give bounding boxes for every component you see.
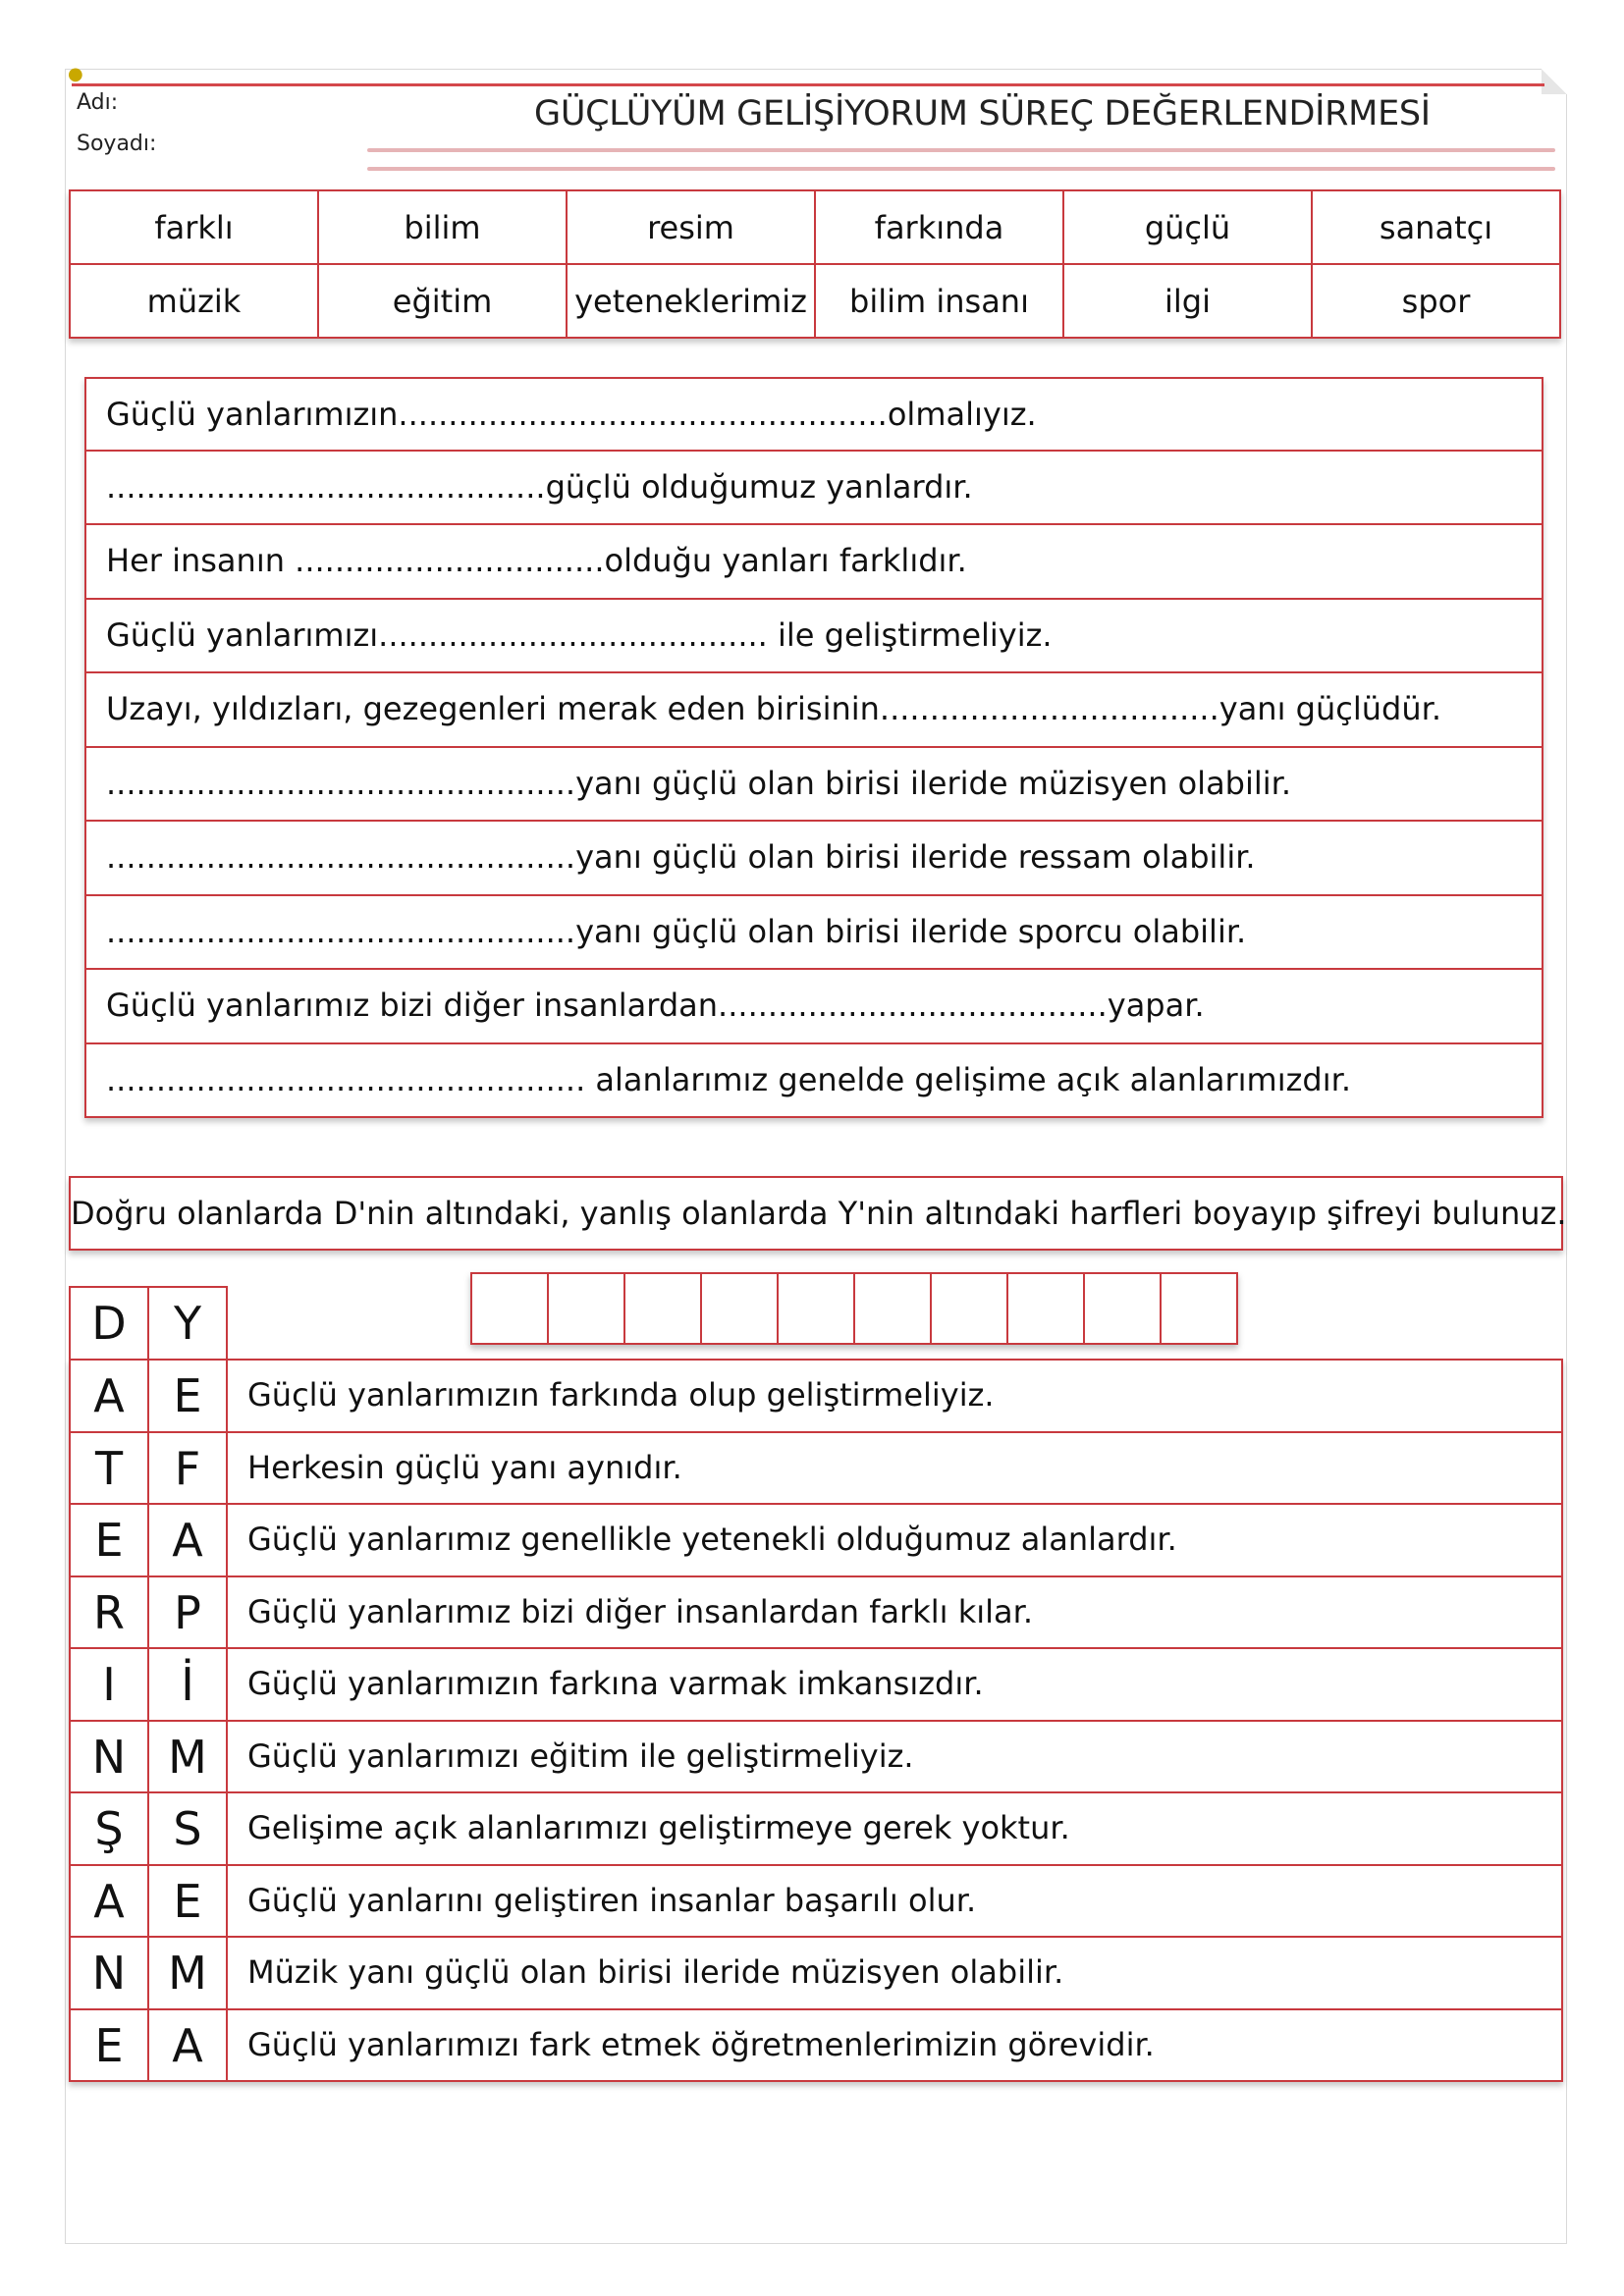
true-false-row — [69, 2008, 1563, 2083]
statement-text: Güçlü yanlarımız genellikle yetenekli olduğumuz alanlardır. — [226, 1503, 1563, 1577]
word-bank-row — [70, 190, 1560, 264]
true-letter[interactable]: T — [69, 1431, 149, 1506]
fill-in-sentence[interactable]: Güçlü yanlarımız bizi diğer insanlardan.......................................yapar. — [84, 970, 1543, 1044]
false-letter[interactable]: E — [147, 1864, 228, 1939]
statement-text: Gelişime açık alanlarımızı geliştirmeye gerek yoktur. — [226, 1791, 1563, 1866]
true-false-row — [69, 1575, 1563, 1650]
statement-text: Güçlü yanlarını geliştiren insanlar başarılı olur. — [226, 1864, 1563, 1939]
word-bank-cell: bilim insanı — [815, 264, 1063, 338]
true-false-row — [69, 1936, 1563, 2010]
statement-text: Herkesin güçlü yanı aynıdır. — [226, 1431, 1563, 1506]
top-rule — [72, 83, 1544, 86]
cipher-box[interactable] — [777, 1272, 855, 1345]
word-bank-cell: bilim — [318, 190, 567, 264]
fill-in-section — [84, 377, 1543, 1118]
title-underline — [367, 148, 1555, 152]
true-letter[interactable]: A — [69, 1864, 149, 1939]
word-bank-cell: sanatçı — [1312, 190, 1560, 264]
true-false-row — [69, 1431, 1563, 1506]
true-column-header: D — [69, 1286, 149, 1361]
statement-text: Müzik yanı güçlü olan birisi ileride müzisyen olabilir. — [226, 1936, 1563, 2010]
fill-in-sentence[interactable]: Güçlü yanlarımızı....................................... ile geliştirmeliyiz. — [84, 600, 1543, 674]
word-bank-cell: spor — [1312, 264, 1560, 338]
false-letter[interactable]: P — [147, 1575, 228, 1650]
cipher-box[interactable] — [623, 1272, 702, 1345]
true-letter[interactable]: Ş — [69, 1791, 149, 1866]
true-letter[interactable]: E — [69, 2008, 149, 2083]
fill-in-sentence[interactable]: ...............................................yanı güçlü olan birisi ileride sporcu olabilir. — [84, 896, 1543, 971]
true-letter[interactable]: A — [69, 1359, 149, 1433]
statement-text: Güçlü yanlarımızı eğitim ile geliştirmeliyiz. — [226, 1720, 1563, 1794]
false-letter[interactable]: A — [147, 2008, 228, 2083]
true-letter[interactable]: N — [69, 1720, 149, 1794]
surname-label: Soyadı: — [77, 132, 157, 156]
word-bank — [69, 189, 1561, 339]
false-column-header: Y — [147, 1286, 228, 1361]
true-false-header — [69, 1286, 228, 1361]
cipher-answer-boxes — [470, 1272, 1238, 1345]
word-bank-cell: yeteneklerimiz — [567, 264, 815, 338]
false-letter[interactable]: F — [147, 1431, 228, 1506]
true-letter[interactable]: R — [69, 1575, 149, 1650]
fill-in-sentence[interactable]: ................................................ alanlarımız genelde gelişime açık alanlarımızdır. — [84, 1044, 1543, 1119]
fill-in-sentence[interactable]: ...............................................yanı güçlü olan birisi ileride ressam olabilir. — [84, 822, 1543, 896]
word-bank-cell: güçlü — [1063, 190, 1312, 264]
statement-text: Güçlü yanlarımızın farkında olup geliştirmeliyiz. — [226, 1359, 1563, 1433]
false-letter[interactable]: E — [147, 1359, 228, 1433]
word-bank-cell: resim — [567, 190, 815, 264]
false-letter[interactable]: M — [147, 1936, 228, 2010]
true-false-row — [69, 1359, 1563, 1433]
statement-text: Güçlü yanlarımızın farkına varmak imkansızdır. — [226, 1647, 1563, 1722]
page-title: GÜÇLÜYÜM GELİŞİYORUM SÜREÇ DEĞERLENDİRMESİ — [534, 94, 1431, 133]
word-bank-cell: ilgi — [1063, 264, 1312, 338]
cipher-box[interactable] — [1006, 1272, 1085, 1345]
true-false-row — [69, 1647, 1563, 1722]
false-letter[interactable]: M — [147, 1720, 228, 1794]
true-letter[interactable]: N — [69, 1936, 149, 2010]
true-letter[interactable]: E — [69, 1503, 149, 1577]
page-fold-corner — [1542, 69, 1567, 94]
fill-in-sentence[interactable]: ............................................güçlü olduğumuz yanlardır. — [84, 452, 1543, 526]
instruction-box: Doğru olanlarda D'nin altındaki, yanlış olanlarda Y'nin altındaki harfleri boyayıp şifreyi bulunuz. — [69, 1176, 1563, 1251]
cipher-box[interactable] — [1160, 1272, 1238, 1345]
word-bank-cell: müzik — [70, 264, 318, 338]
statement-text: Güçlü yanlarımız bizi diğer insanlardan farklı kılar. — [226, 1575, 1563, 1650]
statement-text: Güçlü yanlarımızı fark etmek öğretmenlerimizin görevidir. — [226, 2008, 1563, 2083]
word-bank-cell: eğitim — [318, 264, 567, 338]
false-letter[interactable]: A — [147, 1503, 228, 1577]
fill-in-sentence[interactable]: Her insanın ...............................olduğu yanları farklıdır. — [84, 525, 1543, 600]
true-false-row — [69, 1791, 1563, 1866]
true-false-table — [69, 1359, 1563, 2082]
fill-in-sentence[interactable]: Güçlü yanlarımızın.................................................olmalıyız. — [84, 377, 1543, 452]
false-letter[interactable]: İ — [147, 1647, 228, 1722]
fill-in-sentence[interactable]: ...............................................yanı güçlü olan birisi ileride müzisyen olabilir. — [84, 748, 1543, 823]
true-letter[interactable]: I — [69, 1647, 149, 1722]
word-bank-cell: farklı — [70, 190, 318, 264]
name-label: Adı: — [77, 90, 119, 115]
cipher-box[interactable] — [853, 1272, 932, 1345]
cipher-box[interactable] — [700, 1272, 779, 1345]
word-bank-row — [70, 264, 1560, 338]
title-underline — [367, 167, 1555, 171]
true-false-row — [69, 1503, 1563, 1577]
cipher-box[interactable] — [930, 1272, 1008, 1345]
cipher-box[interactable] — [470, 1272, 549, 1345]
word-bank-cell: farkında — [815, 190, 1063, 264]
true-false-row — [69, 1720, 1563, 1794]
false-letter[interactable]: S — [147, 1791, 228, 1866]
cipher-box[interactable] — [1083, 1272, 1162, 1345]
pin-icon: ● — [68, 64, 83, 84]
fill-in-sentence[interactable]: Uzayı, yıldızları, gezegenleri merak eden birisinin..................................yanı güçlüdür. — [84, 673, 1543, 748]
cipher-box[interactable] — [547, 1272, 625, 1345]
true-false-row — [69, 1864, 1563, 1939]
